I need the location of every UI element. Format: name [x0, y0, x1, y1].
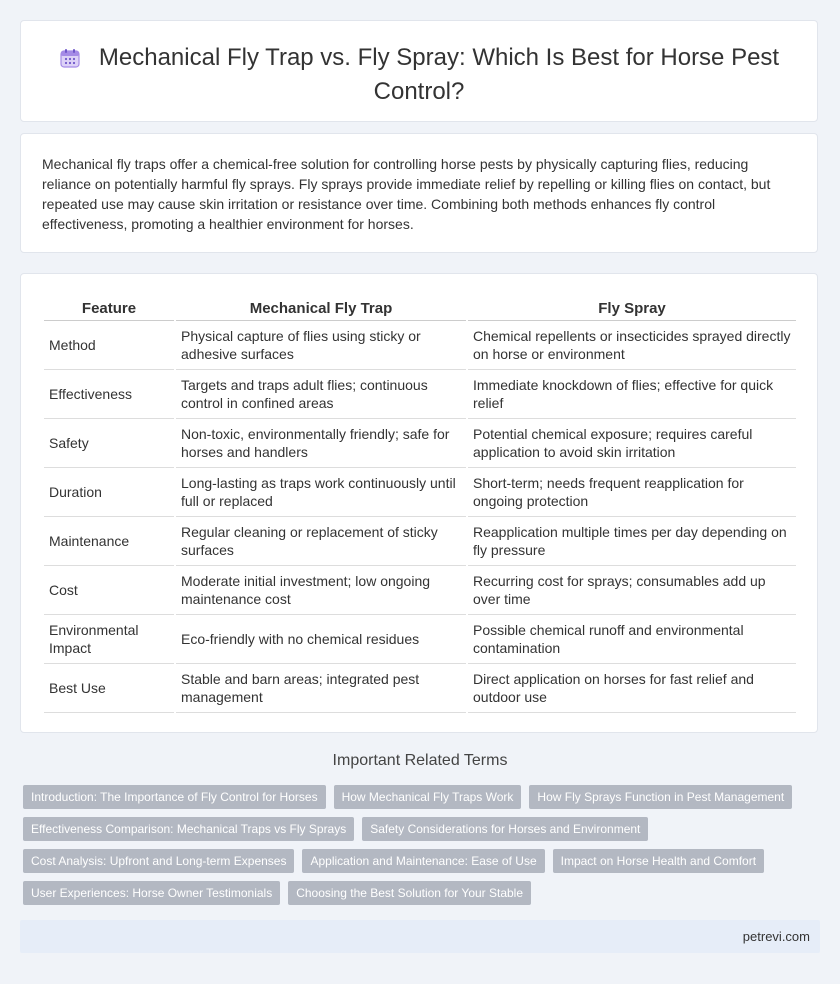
feature-cell: Safety — [44, 419, 174, 468]
title-card — [20, 20, 818, 122]
calendar-icon — [59, 47, 81, 77]
table-row — [44, 468, 796, 517]
related-term-tag[interactable]: Effectiveness Comparison: Mechanical Traps vs Fly Sprays — [23, 817, 354, 841]
table-row — [44, 615, 796, 664]
related-term-tag[interactable]: User Experiences: Horse Owner Testimonials — [23, 881, 280, 905]
related-term-tag[interactable]: Introduction: The Importance of Fly Control for Horses — [23, 785, 326, 809]
table-header-row — [44, 296, 796, 321]
related-term-tag[interactable]: Choosing the Best Solution for Your Stable — [288, 881, 531, 905]
page-title — [39, 43, 799, 107]
column-header-feature: Feature — [44, 296, 174, 321]
feature-cell: Duration — [44, 468, 174, 517]
spray-cell: Short-term; needs frequent reapplication for ongoing protection — [468, 468, 796, 517]
related-term-tag[interactable]: Application and Maintenance: Ease of Use — [302, 849, 544, 873]
page-title-text: Mechanical Fly Trap vs. Fly Spray: Which Is Best for Horse Pest Control? — [98, 44, 780, 105]
feature-cell: Effectiveness — [44, 370, 174, 419]
intro-card — [20, 133, 818, 253]
related-term-tag[interactable]: Cost Analysis: Upfront and Long-term Expenses — [23, 849, 294, 873]
tag-row — [23, 881, 813, 905]
related-terms-heading: Important Related Terms — [332, 752, 508, 769]
footer-site-link[interactable]: petrevi.com — [742, 929, 810, 944]
comparison-table — [42, 296, 798, 713]
related-term-tag[interactable]: Impact on Horse Health and Comfort — [553, 849, 764, 873]
intro-paragraph: Mechanical fly traps offer a chemical-free solution for controlling horse pests by physically capturing flies, reducing reliance on potentially harmful fly sprays. Fly sprays provide immediate relief by repelling or killing flies on contact, but repeated use may cause skin irritation or resistance over time. Combining both methods enhances fly control effectiveness, promoting a healthier environment for horses. — [42, 156, 771, 232]
related-terms-list — [23, 785, 813, 913]
spray-cell: Recurring cost for sprays; consumables add up over time — [468, 566, 796, 615]
table-row — [44, 566, 796, 615]
related-term-tag[interactable]: Safety Considerations for Horses and Environment — [362, 817, 648, 841]
trap-cell: Physical capture of flies using sticky or adhesive surfaces — [176, 321, 466, 370]
table-row — [44, 664, 796, 713]
tag-row — [23, 817, 813, 841]
trap-cell: Non-toxic, environmentally friendly; safe for horses and handlers — [176, 419, 466, 468]
title-row — [21, 43, 817, 107]
column-header-fly-spray: Fly Spray — [468, 296, 796, 321]
related-term-tag[interactable]: How Mechanical Fly Traps Work — [334, 785, 522, 809]
table-row — [44, 370, 796, 419]
table-row — [44, 419, 796, 468]
spray-cell: Reapplication multiple times per day depending on fly pressure — [468, 517, 796, 566]
feature-cell: Maintenance — [44, 517, 174, 566]
trap-cell: Moderate initial investment; low ongoing maintenance cost — [176, 566, 466, 615]
trap-cell: Regular cleaning or replacement of sticky surfaces — [176, 517, 466, 566]
spray-cell: Chemical repellents or insecticides sprayed directly on horse or environment — [468, 321, 796, 370]
feature-cell: Environmental Impact — [44, 615, 174, 664]
feature-cell: Method — [44, 321, 174, 370]
feature-cell: Best Use — [44, 664, 174, 713]
spray-cell: Possible chemical runoff and environmental contamination — [468, 615, 796, 664]
tag-row — [23, 849, 813, 873]
comparison-card — [20, 273, 818, 733]
column-header-mechanical-fly-trap: Mechanical Fly Trap — [176, 296, 466, 321]
footer — [20, 920, 820, 953]
table-row — [44, 517, 796, 566]
spray-cell: Potential chemical exposure; requires careful application to avoid skin irritation — [468, 419, 796, 468]
trap-cell: Eco-friendly with no chemical residues — [176, 615, 466, 664]
related-term-tag[interactable]: How Fly Sprays Function in Pest Management — [529, 785, 792, 809]
trap-cell: Long-lasting as traps work continuously until full or replaced — [176, 468, 466, 517]
tag-row — [23, 785, 813, 809]
spray-cell: Direct application on horses for fast relief and outdoor use — [468, 664, 796, 713]
trap-cell: Targets and traps adult flies; continuous control in confined areas — [176, 370, 466, 419]
table-row — [44, 321, 796, 370]
feature-cell: Cost — [44, 566, 174, 615]
trap-cell: Stable and barn areas; integrated pest management — [176, 664, 466, 713]
spray-cell: Immediate knockdown of flies; effective for quick relief — [468, 370, 796, 419]
